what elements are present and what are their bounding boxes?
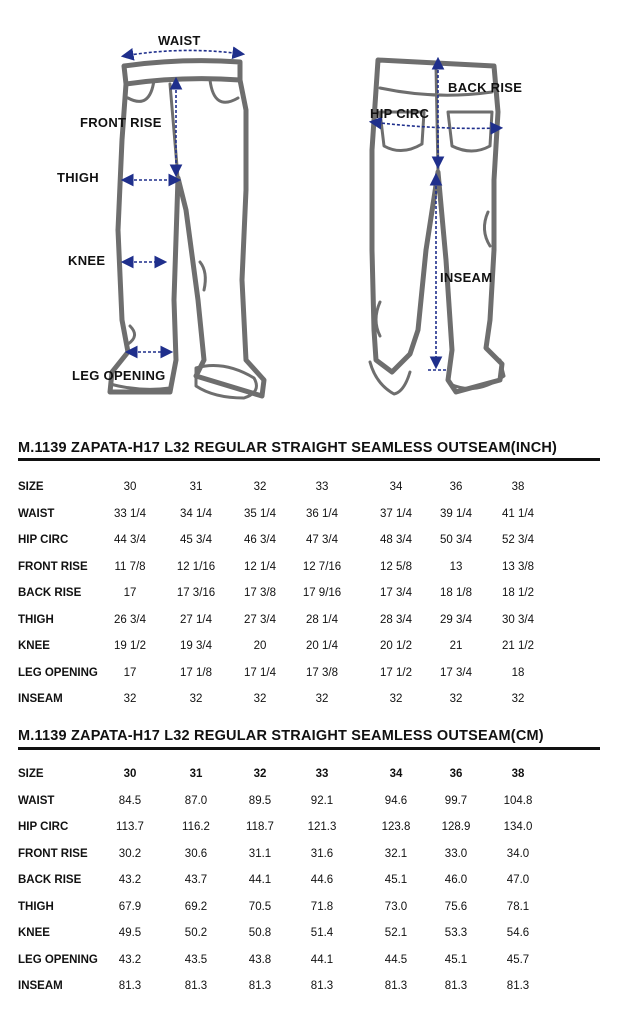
table-row [0,480,618,506]
table-cell: 81.3 [310,980,334,992]
table-cell: 52 3/4 [502,534,534,546]
table-row [0,533,618,559]
label-back-rise: BACK RISE [448,80,523,95]
table-cell: 32 [511,693,525,705]
table-cell: 45.1 [444,953,468,966]
table-cell: 81.3 [118,980,142,992]
table-cell: 19 1/2 [114,640,146,652]
table-cell: 12 5/8 [380,560,412,573]
table-cell: 50 3/4 [440,534,472,546]
table-cell: 19 3/4 [180,640,212,652]
row-label: WAIST [18,507,55,520]
table-cell: 17 1/2 [380,666,412,679]
table-cell: 45 3/4 [180,534,212,546]
label-knee: KNEE [68,253,106,268]
table-cell: 128.9 [441,821,471,833]
table-cell: 26 3/4 [114,613,146,626]
row-label: KNEE [18,927,50,939]
table-cell: 37 1/4 [380,507,412,520]
table-cell: 17 [123,666,137,679]
table-cell: 70.5 [248,900,272,913]
row-label: SIZE [18,768,44,780]
table-row [0,794,618,820]
table-cell: 44.1 [310,953,334,966]
table-cell: 34 [389,768,403,780]
table-cell: 32 [253,693,267,705]
table-cell: 17 3/16 [176,587,216,599]
table-row [0,767,618,793]
row-label: HIP CIRC [18,821,69,833]
table-cell: 113.7 [116,821,144,833]
inch-table-divider [18,458,600,461]
table-cell: 38 [511,768,525,780]
row-label: BACK RISE [18,587,82,599]
table-cell: 32 [189,693,203,705]
row-label: HIP CIRC [18,534,69,546]
table-cell: 11 7/8 [114,560,146,573]
table-cell: 43.7 [184,874,208,886]
table-cell: 52.1 [384,927,408,939]
table-cell: 31 [189,768,203,780]
table-row [0,613,618,639]
row-label: INSEAM [18,693,63,705]
row-label: THIGH [18,613,54,626]
table-cell: 43.8 [248,953,272,966]
table-cell: 89.5 [248,794,272,807]
label-front-rise: FRONT RISE [80,115,162,130]
row-label: WAIST [18,794,55,807]
table-row [0,873,618,899]
table-cell: 31.6 [310,847,334,860]
label-inseam: INSEAM [440,270,493,285]
table-cell: 84.5 [118,794,142,807]
table-cell: 53.3 [444,927,468,939]
table-cell: 36 [449,481,463,493]
table-cell: 20 1/2 [380,640,412,652]
table-cell: 134.0 [503,821,533,833]
table-cell: 32 [449,693,463,705]
table-cell: 69.2 [184,900,208,913]
cm-table-title: M.1139 ZAPATA-H17 L32 REGULAR STRAIGHT SEAMLESS OUTSEAM(CM) [18,728,544,744]
label-leg-opening: LEG OPENING [72,368,166,383]
table-cell: 30 [123,481,137,493]
table-cell: 67.9 [118,900,142,913]
table-row [0,979,618,1005]
row-label: LEG OPENING [18,666,98,679]
label-hip-circ: HIP CIRC [370,106,430,121]
inch-table-title: M.1139 ZAPATA-H17 L32 REGULAR STRAIGHT SEAMLESS OUTSEAM(INCH) [18,440,558,456]
table-cell: 54.6 [506,927,530,939]
front-jeans-icon [110,61,264,398]
table-cell: 118.7 [246,821,274,833]
table-cell: 32 [315,693,329,705]
table-cell: 123.8 [381,821,411,833]
table-row [0,560,618,586]
table-row [0,926,618,952]
row-label: THIGH [18,900,54,913]
label-waist: WAIST [158,33,201,48]
table-cell: 33.0 [444,847,468,860]
table-row [0,639,618,665]
row-label: FRONT RISE [18,560,88,573]
cm-table-divider [18,747,600,750]
table-cell: 44.1 [248,874,272,886]
table-cell: 94.6 [384,794,408,807]
table-cell: 75.6 [444,900,468,913]
table-cell: 30 3/4 [502,613,534,626]
table-row [0,953,618,979]
row-label: SIZE [18,481,44,493]
row-label: LEG OPENING [18,953,98,966]
table-cell: 34.0 [506,847,530,860]
table-cell: 39 1/4 [440,507,472,520]
table-row [0,820,618,846]
table-cell: 81.3 [384,980,408,992]
table-cell: 13 3/8 [502,560,534,573]
table-cell: 81.3 [444,980,468,992]
table-cell: 17 3/4 [380,587,412,599]
table-cell: 32 [253,481,267,493]
row-label: KNEE [18,640,50,652]
table-cell: 44.6 [310,874,334,886]
table-row [0,900,618,926]
table-cell: 38 [511,481,525,493]
table-cell: 29 3/4 [440,613,472,626]
table-cell: 45.7 [506,953,530,966]
table-cell: 51.4 [310,927,334,939]
table-cell: 30 [123,768,137,780]
row-label: FRONT RISE [18,847,88,860]
table-cell: 116.2 [182,821,210,833]
table-cell: 92.1 [310,794,334,807]
table-cell: 81.3 [184,980,208,992]
table-cell: 33 [315,768,329,780]
table-cell: 20 1/4 [306,640,338,652]
table-cell: 17 9/16 [302,587,342,599]
table-cell: 47.0 [506,874,530,886]
table-cell: 18 [511,666,525,679]
table-cell: 12 7/16 [302,560,342,573]
table-cell: 17 3/4 [440,666,472,679]
table-cell: 17 3/8 [306,666,338,679]
jeans-measurement-diagram [0,0,618,420]
table-cell: 43.5 [184,953,208,966]
table-cell: 44.5 [384,953,408,966]
table-cell: 31.1 [248,847,272,860]
table-cell: 27 3/4 [244,613,276,626]
table-cell: 121.3 [307,821,337,833]
table-cell: 81.3 [506,980,530,992]
table-cell: 99.7 [444,794,468,807]
table-cell: 27 1/4 [180,613,212,626]
table-cell: 50.8 [248,927,272,939]
table-cell: 104.8 [503,794,533,807]
table-row [0,586,618,612]
table-cell: 17 3/8 [244,587,276,599]
table-cell: 43.2 [118,874,142,886]
table-cell: 18 1/8 [440,587,472,599]
table-cell: 30.2 [118,847,142,860]
table-cell: 21 1/2 [502,640,534,652]
table-cell: 34 1/4 [180,507,212,520]
table-cell: 12 1/16 [176,560,216,573]
table-cell: 87.0 [184,794,208,807]
table-cell: 46.0 [444,874,468,886]
table-cell: 46 3/4 [244,534,276,546]
table-cell: 17 1/4 [244,666,276,679]
table-cell: 81.3 [248,980,272,992]
table-cell: 32 [253,768,267,780]
table-cell: 71.8 [310,900,334,913]
table-cell: 47 3/4 [306,534,338,546]
table-cell: 17 [123,587,137,599]
table-row [0,692,618,718]
table-row [0,507,618,533]
table-cell: 73.0 [384,900,408,913]
table-cell: 30.6 [184,847,208,860]
table-cell: 34 [389,481,403,493]
row-label: INSEAM [18,980,63,992]
table-cell: 43.2 [118,953,142,966]
table-cell: 49.5 [118,927,142,939]
table-cell: 36 1/4 [306,507,338,520]
table-cell: 50.2 [184,927,208,939]
table-cell: 18 1/2 [502,587,534,599]
table-cell: 33 1/4 [114,507,146,520]
table-cell: 31 [189,481,203,493]
table-cell: 21 [449,640,463,652]
table-cell: 35 1/4 [244,507,276,520]
row-label: BACK RISE [18,874,82,886]
table-row [0,666,618,692]
table-cell: 44 3/4 [114,534,146,546]
label-thigh: THIGH [57,170,99,185]
table-cell: 28 1/4 [306,613,338,626]
table-cell: 41 1/4 [502,507,534,520]
table-cell: 32 [123,693,137,705]
table-cell: 13 [449,560,463,573]
table-cell: 32 [389,693,403,705]
table-cell: 20 [253,640,267,652]
table-cell: 12 1/4 [244,560,276,573]
table-cell: 33 [315,481,329,493]
table-cell: 28 3/4 [380,613,412,626]
table-cell: 45.1 [384,874,408,886]
table-row [0,847,618,873]
table-cell: 32.1 [384,847,408,860]
table-cell: 36 [449,768,463,780]
jeans-illustration [0,0,618,420]
table-cell: 48 3/4 [380,534,412,546]
table-cell: 78.1 [506,900,530,913]
table-cell: 17 1/8 [180,666,212,679]
